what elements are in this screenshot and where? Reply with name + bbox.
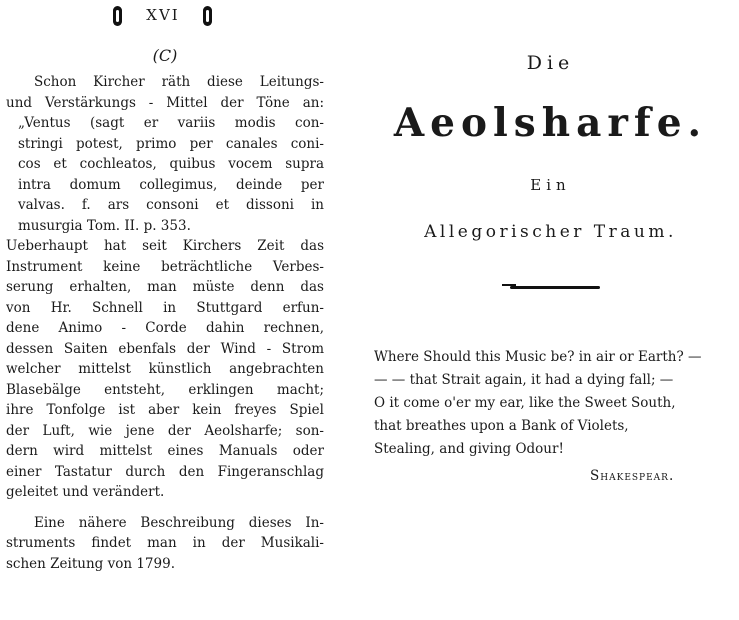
epigraph-line: Where Should this Music be? in air or Earth? — xyxy=(374,349,702,365)
subtitle-article: Ein xyxy=(530,176,571,194)
text-line: dene Animo - Corde dahin rechnen, xyxy=(6,320,324,336)
page-title: Aeolsharfe. xyxy=(393,100,708,146)
subtitle: Allegorischer Traum. xyxy=(424,222,677,242)
text-line: von Hr. Schnell in Stuttgard erfun- xyxy=(6,299,324,316)
text-line: schen Zeitung von 1799. xyxy=(6,555,175,572)
epigraph-attribution: Shakespear. xyxy=(590,468,675,484)
text-line: Eine nähere Beschreibung dieses In- xyxy=(34,514,324,531)
page-header xyxy=(0,6,330,28)
epigraph-line: O it come o'er my ear, like the Sweet South, xyxy=(374,395,676,411)
text-line: der Luft, wie jene der Aeolsharfe; son- xyxy=(6,422,324,439)
text-line: einer Tastatur durch den Fingeranschlag xyxy=(6,463,324,480)
text-line: cos et cochleatos, quibus vocem supra xyxy=(18,156,324,172)
text-line: „Ventus (sagt er variis modis con- xyxy=(18,115,324,131)
text-line: stringi potest, primo per canales coni- xyxy=(18,135,324,152)
epigraph-line: — — that Strait again, it had a dying fall; — xyxy=(374,372,674,388)
epigraph-line: Stealing, and giving Odour! xyxy=(374,441,564,457)
ornament-right-icon xyxy=(203,6,212,26)
right-page xyxy=(362,0,739,620)
footnote-text xyxy=(6,72,324,574)
text-line: welcher mittelst künstlich angebrachten xyxy=(6,361,324,377)
page-number: XVI xyxy=(146,6,180,24)
text-line: Ueberhaupt hat seit Kirchers Zeit das xyxy=(6,238,324,254)
book-gutter xyxy=(330,0,360,620)
text-line: und Verstärkungs - Mittel der Töne an: xyxy=(6,94,324,111)
text-line: musurgia Tom. II. p. 353. xyxy=(18,217,191,234)
text-line: dern wird mittelst eines Manuals oder xyxy=(6,443,324,459)
decorative-rule xyxy=(510,286,600,289)
epigraph-line: that breathes upon a Bank of Violets, xyxy=(374,418,629,434)
text-line: valvas. f. ars consoni et dissoni in xyxy=(18,197,324,213)
ornament-left-icon xyxy=(113,6,122,26)
text-line: intra domum collegimus, deinde per xyxy=(18,176,324,193)
text-line: struments findet man in der Musikali- xyxy=(6,535,324,551)
text-line: ihre Tonfolge ist aber kein freyes Spiel xyxy=(6,402,324,418)
text-line: dessen Saiten ebenfals der Wind - Strom xyxy=(6,340,324,357)
text-line: Schon Kircher räth diese Leitungs- xyxy=(34,74,324,90)
footnote-marker: (C) xyxy=(152,46,178,65)
text-line: geleitet und verändert. xyxy=(6,484,165,500)
text-line: Blasebälge entsteht, erklingen macht; xyxy=(6,381,324,398)
left-page xyxy=(0,0,330,620)
epigraph xyxy=(374,346,738,461)
text-line: serung erhalten, man müste denn das xyxy=(6,279,324,295)
text-line: Instrument keine beträchtliche Verbes- xyxy=(6,258,324,275)
title-article: Die xyxy=(526,52,575,74)
